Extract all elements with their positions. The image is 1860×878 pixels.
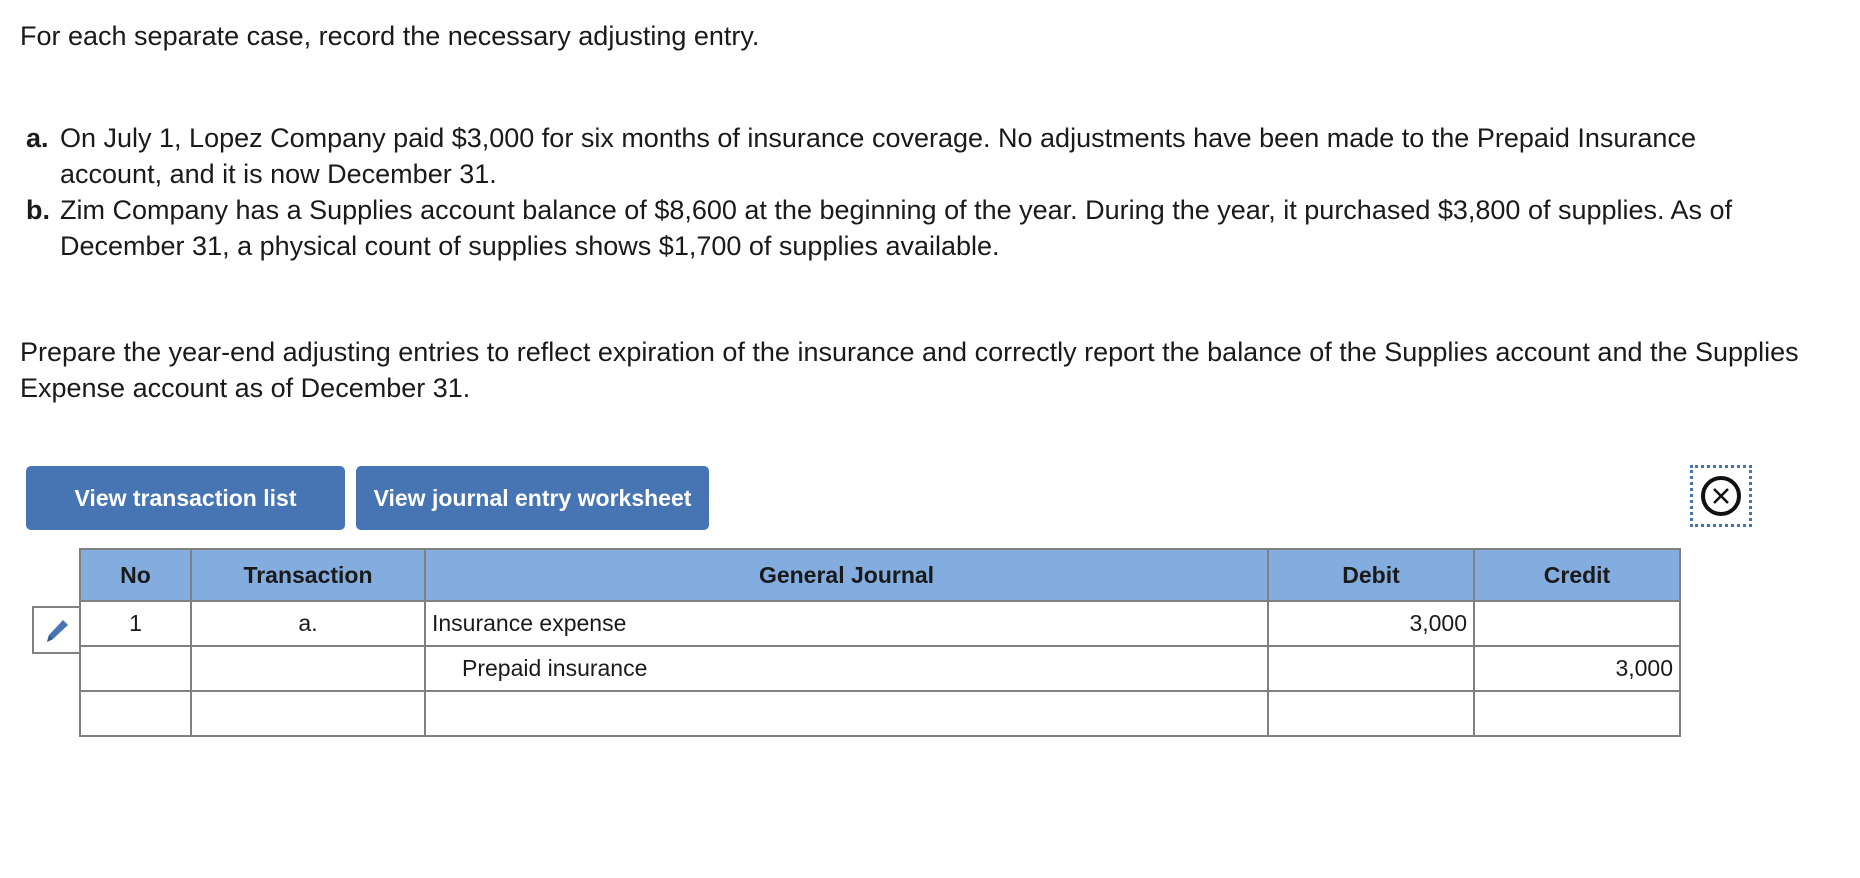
cell-credit <box>1474 601 1680 646</box>
case-label: b. <box>26 195 50 225</box>
header-no: No <box>80 549 191 601</box>
table-row <box>80 601 1680 646</box>
table-row <box>80 646 1680 691</box>
cell-no <box>80 691 191 736</box>
cell-credit <box>1474 691 1680 736</box>
header-general-journal: General Journal <box>425 549 1268 601</box>
close-button[interactable] <box>1690 465 1752 527</box>
cell-transaction <box>191 646 425 691</box>
instruction-text: Prepare the year-end adjusting entries to reflect expiration of the insurance and correctly report the balance of the Supplies account and the Supplies Expense account as of December 31. <box>20 337 1799 403</box>
cell-transaction: a. <box>191 601 425 646</box>
cell-account: Insurance expense <box>425 601 1268 646</box>
cell-credit: 3,000 <box>1474 646 1680 691</box>
case-b <box>26 192 1786 264</box>
close-circle-icon <box>1699 474 1743 518</box>
table-header-row <box>80 549 1680 601</box>
case-label: a. <box>26 123 49 153</box>
view-journal-entry-worksheet-button[interactable]: View journal entry worksheet <box>356 466 709 530</box>
journal-table <box>79 548 1681 737</box>
header-debit: Debit <box>1268 549 1474 601</box>
header-transaction: Transaction <box>191 549 425 601</box>
cell-debit <box>1268 646 1474 691</box>
cell-account: Prepaid insurance <box>425 646 1268 691</box>
case-text: On July 1, Lopez Company paid $3,000 for six months of insurance coverage. No adjustments have been made to the Prepaid Insurance account, and it is now December 31. <box>60 123 1696 189</box>
intro-text: For each separate case, record the necessary adjusting entry. <box>20 21 760 51</box>
cell-debit <box>1268 691 1474 736</box>
cell-no <box>80 646 191 691</box>
case-a <box>26 120 1786 192</box>
case-text: Zim Company has a Supplies account balance of $8,600 at the beginning of the year. During the year, it purchased $3,800 of supplies. As of December 31, a physical count of supplies shows $1,700 of supplies available. <box>60 195 1733 261</box>
cell-account <box>425 691 1268 736</box>
table-row <box>80 691 1680 736</box>
cell-debit: 3,000 <box>1268 601 1474 646</box>
cell-no: 1 <box>80 601 191 646</box>
edit-entry-button[interactable] <box>32 606 80 654</box>
pencil-icon <box>43 616 71 644</box>
view-transaction-list-button[interactable]: View transaction list <box>26 466 345 530</box>
cell-transaction <box>191 691 425 736</box>
header-credit: Credit <box>1474 549 1680 601</box>
